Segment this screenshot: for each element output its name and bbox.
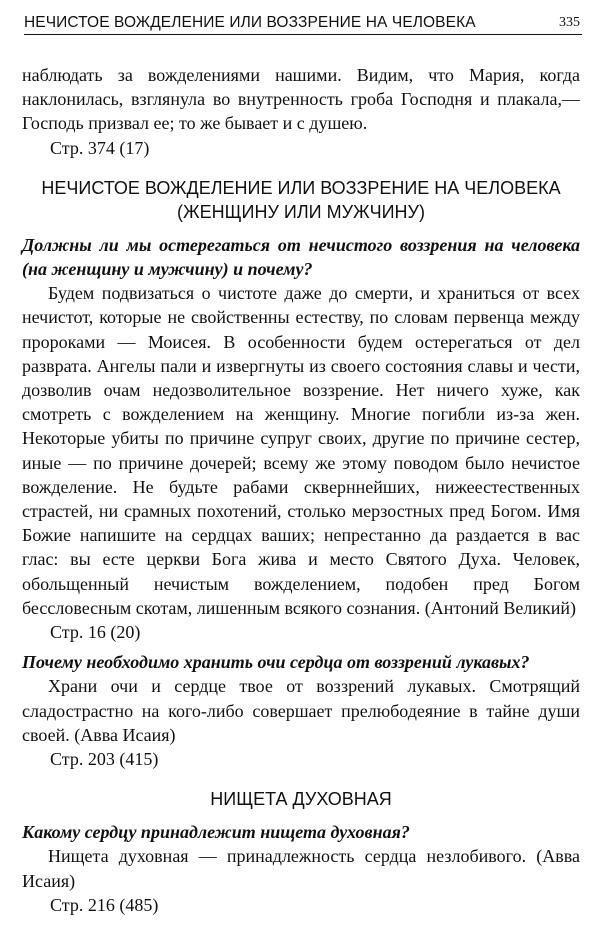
question: Почему необходимо хранить очи сердца от воззрений лукавых? bbox=[22, 652, 530, 673]
section-heading-line: НИЩЕТА ДУХОВНАЯ bbox=[210, 789, 392, 810]
answer-paragraph: Нищета духовная — принадлежность сердца незлобивого. (Авва Исаия) bbox=[22, 846, 580, 891]
continuation-paragraph: наблюдать за вожделениями нашими. Видим, что Мария, когда наклонилась, взглянула во внутренность гроба Господня и плакала,— Господь призвал ее; то же бывает и с душею. bbox=[22, 65, 580, 134]
answer-paragraph: Храни очи и сердце твое от воззрений лукавых. Смотрящий сладострастно на кого-либо совершает прелюбодеяние в тайне души своей. (Авва Исаия) bbox=[22, 676, 580, 745]
source-reference: Стр. 216 (485) bbox=[50, 894, 159, 915]
page-content bbox=[22, 63, 580, 917]
section-heading bbox=[22, 787, 580, 811]
section-heading-line: (ЖЕНЩИНУ ИЛИ МУЖЧИНУ) bbox=[177, 201, 425, 222]
running-header bbox=[24, 12, 582, 35]
source-reference: Стр. 374 (17) bbox=[50, 137, 150, 158]
section-heading-line: НЕЧИСТОЕ ВОЖДЕЛЕНИЕ ИЛИ ВОЗЗРЕНИЕ НА ЧЕЛОВЕКА bbox=[41, 177, 561, 198]
source-reference: Стр. 16 (20) bbox=[50, 622, 141, 643]
question: Должны ли мы остерегаться от нечистого воззрения на человека (на женщину и мужчину) и почему? bbox=[22, 234, 580, 280]
section-heading bbox=[22, 176, 580, 224]
source-reference: Стр. 203 (415) bbox=[50, 749, 159, 770]
page-number: 335 bbox=[559, 15, 580, 30]
answer-paragraph: Будем подвизаться о чистоте даже до смерти, и храниться от всех нечистот, которые не свойственны естеству, по словам первенца между пророками — Моисея. В особенности будем остерегаться от дел разврата. Ангелы пали и извергнуты из своего состояния славы и чести, дозволив очам недозволительное воззрение. Нет ничего хуже, как смотреть с вожделением на женщину. Многие погибли из-за жен. Некоторые убиты по причине супруг своих, другие по причине сестер, иные — по причине дочерей; всему же этому поводом было нечистое вожделение. Не будьте рабами скверннейших, нижеестественных страстей, ни срамных похотений, столько мерзостных пред Богом. Имя Божие напишите на сердцах ваших; непрестанно да раздается в вас глас: вы есте церкви Бога жива и место Святого Духа. Человек, обольщенный нечистым вожделением, подобен пред Богом бессловесным скотам, лишенным всякого сознания. (Антоний Великий) bbox=[22, 283, 580, 618]
running-title: НЕЧИСТОЕ ВОЖДЕЛЕНИЕ ИЛИ ВОЗЗРЕНИЕ НА ЧЕЛОВЕКА bbox=[24, 14, 476, 31]
question: Какому сердцу принадлежит нищета духовная? bbox=[22, 822, 410, 843]
